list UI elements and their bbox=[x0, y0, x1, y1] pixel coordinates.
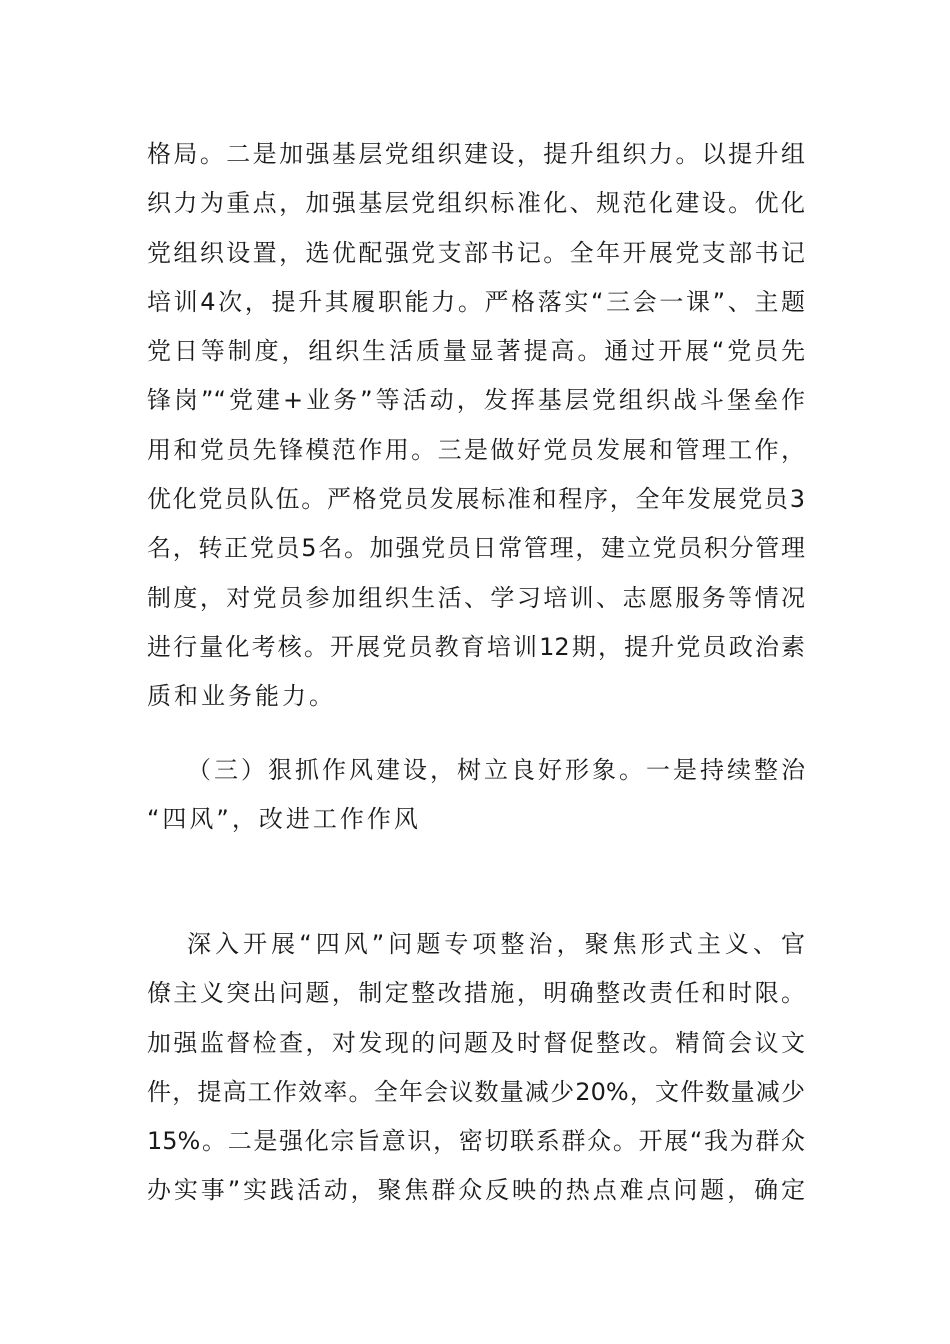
text-line: 名，转正党员5名。加强党员日常管理，建立党员积分管理 bbox=[147, 534, 805, 563]
section-heading-paragraph bbox=[147, 746, 805, 845]
text-line: 办实事”实践活动，聚焦群众反映的热点难点问题，确定 bbox=[147, 1176, 805, 1205]
text-line: 格局。二是加强基层党组织建设，提升组织力。以提升组 bbox=[147, 140, 805, 168]
text-line: 质和业务能力。 bbox=[147, 682, 336, 711]
text-line: 用和党员先锋模范作用。三是做好党员发展和管理工作， bbox=[147, 435, 805, 464]
text-line: 党组织设置，选优配强党支部书记。全年开展党支部书记 bbox=[147, 238, 805, 267]
text-line: 制度，对党员参加组织生活、学习培训、志愿服务等情况 bbox=[147, 583, 805, 612]
paragraph-party-organization bbox=[147, 130, 805, 722]
text-line: 进行量化考核。开展党员教育培训12期，提升党员政治素 bbox=[147, 632, 805, 661]
text-line: 党日等制度，组织生活质量显著提高。通过开展“党员先 bbox=[147, 337, 805, 366]
text-line: “四风”，改进工作作风 bbox=[147, 805, 421, 834]
text-line: 织力为重点，加强基层党组织标准化、规范化建设。优化 bbox=[147, 189, 805, 218]
text-line: 加强监督检查，对发现的问题及时督促整改。精简会议文 bbox=[147, 1028, 805, 1057]
text-line: 件，提高工作效率。全年会议数量减少20%，文件数量减少 bbox=[147, 1077, 805, 1106]
text-line: 锋岗”“党建+业务”等活动，发挥基层党组织战斗堡垒作 bbox=[147, 386, 805, 415]
text-line: （三）狠抓作风建设，树立良好形象。一是持续整治 bbox=[187, 756, 805, 784]
text-line: 15%。二是强化宗旨意识，密切联系群众。开展“我为群众 bbox=[147, 1127, 805, 1156]
text-line: 僚主义突出问题，制定整改措施，明确整改责任和时限。 bbox=[147, 979, 805, 1008]
paragraph-work-style bbox=[147, 920, 805, 1216]
text-line: 培训4次，提升其履职能力。严格落实“三会一课”、主题 bbox=[147, 287, 805, 316]
text-line: 深入开展“四风”问题专项整治，聚焦形式主义、官 bbox=[187, 930, 805, 958]
text-line: 优化党员队伍。严格党员发展标准和程序，全年发展党员3 bbox=[147, 485, 805, 514]
